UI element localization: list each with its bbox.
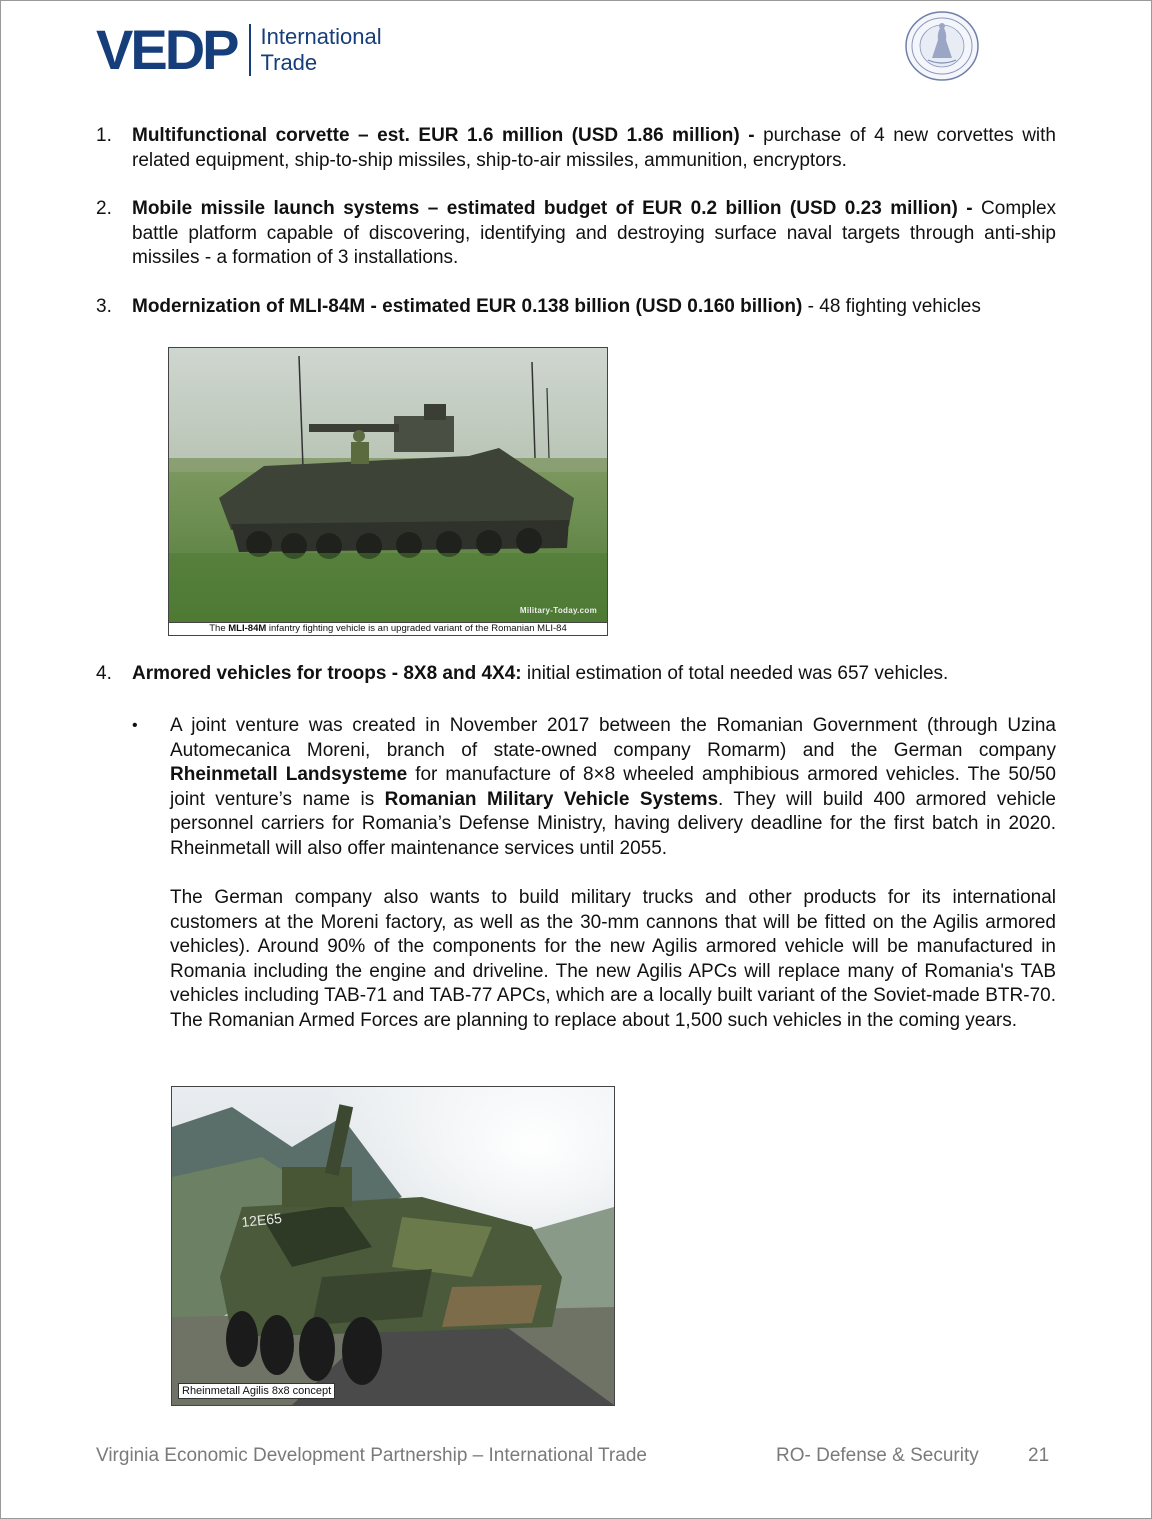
item-heading: Modernization of MLI-84M - estimated EUR 0.138 billion (USD 0.160 billion) bbox=[132, 295, 803, 317]
footer-section: RO- Defense & Security bbox=[776, 1445, 979, 1466]
bullet-text-2: for manufacture of 8×8 wheeled amphibious armored vehicles. The 50/50 joint venture’s name is bbox=[170, 764, 1056, 810]
item-text bbox=[132, 295, 1056, 320]
page-footer bbox=[96, 1445, 1056, 1471]
item-text bbox=[132, 124, 1056, 173]
numbered-list bbox=[96, 124, 1056, 344]
mli-84m-figure bbox=[168, 347, 608, 636]
logo-mark: VEDP bbox=[96, 18, 237, 81]
item-body: initial estimation of total needed was 657 vehicles. bbox=[521, 663, 949, 684]
agilis-photo bbox=[172, 1087, 614, 1405]
bullet-text-3: . They will build 400 armored vehicle personnel carriers for Romania’s Defense Ministry, having delivery deadline for the first batch in 2020. Rheinmetall will also offer maintenance services until 2055. bbox=[170, 788, 1056, 859]
bullet-text-1: A joint venture was created in November 2017 between the Romanian Government (through Uzina Automecanica Moreni, branch of state-owned company Romarm) and the German company bbox=[170, 715, 1056, 761]
caption-post: infantry fighting vehicle is an upgraded variant of the Romanian MLI-84 bbox=[266, 623, 567, 634]
bullet-list bbox=[132, 714, 1056, 862]
mli-84m-photo bbox=[169, 348, 607, 622]
figure-caption bbox=[169, 622, 607, 635]
list-item bbox=[96, 124, 1056, 173]
logo-subtitle bbox=[261, 24, 382, 76]
logo-line-1: International bbox=[260, 24, 382, 49]
paragraph: The German company also wants to build military trucks and other products for its international customers at the Moreni factory, as well as the 30-mm cannons that will be fitted on the Agilis armored vehicles). Around 90% of the components for the new Agilis armored vehicle will be manufactured in Romania including the engine and driveline. The new Agilis APCs will replace many of Romania's TAB vehicles including TAB-71 and TAB-77 APCs, which are a locally built variant of the Soviet-made BTR-70. The Romanian Armed Forces are planning to replace about 1,500 such vehicles in the coming years. bbox=[170, 887, 1056, 1031]
bullet-text bbox=[170, 714, 1056, 862]
footer-organization: Virginia Economic Development Partnership – International Trade bbox=[96, 1445, 647, 1466]
logo-divider bbox=[249, 24, 251, 76]
logo-line-2: Trade bbox=[260, 50, 318, 75]
item-heading: Armored vehicles for troops - 8X8 and 4X4: bbox=[132, 663, 522, 684]
agilis-figure bbox=[171, 1086, 615, 1406]
item-body: purchase of 4 new corvettes with related equipment, ship-to-ship missiles, ship-to-air missiles, ammunition, encryptors. bbox=[132, 125, 1056, 171]
vedp-logo bbox=[96, 18, 382, 81]
bullet-item bbox=[132, 714, 1056, 862]
page-number: 21 bbox=[1028, 1445, 1050, 1466]
item-number: 3. bbox=[96, 295, 112, 317]
item-heading: Multifunctional corvette – est. EUR 1.6 million (USD 1.86 million) - bbox=[132, 125, 755, 146]
item-number: 1. bbox=[96, 125, 112, 146]
item-body: Complex battle platform capable of discovering, identifying and destroying surface naval targets through anti-ship missiles - a formation of 3 installations. bbox=[132, 198, 1057, 269]
hull-number: 12E65 bbox=[240, 1209, 283, 1230]
figure-caption: Rheinmetall Agilis 8x8 concept bbox=[178, 1383, 335, 1399]
caption-bold: MLI-84M bbox=[228, 623, 267, 634]
bullet-icon: • bbox=[132, 717, 138, 734]
list-item bbox=[96, 197, 1056, 271]
bullet-bold-1: Rheinmetall Landsysteme bbox=[170, 764, 408, 786]
virginia-state-seal-icon bbox=[904, 10, 980, 82]
item-body: - 48 fighting vehicles bbox=[802, 295, 981, 317]
item-heading: Mobile missile launch systems – estimated budget of EUR 0.2 billion (USD 0.23 million) - bbox=[132, 198, 973, 220]
item-text bbox=[132, 662, 1056, 687]
list-item-4 bbox=[96, 662, 1056, 687]
photo-watermark: Military-Today.com bbox=[519, 606, 597, 615]
list-item bbox=[96, 662, 1056, 711]
item-number: 2. bbox=[96, 198, 112, 220]
list-item bbox=[96, 295, 1056, 320]
item-text bbox=[132, 197, 1056, 271]
item-number: 4. bbox=[96, 663, 112, 684]
caption-pre: The bbox=[209, 623, 229, 634]
bullet-bold-2: Romanian Military Vehicle Systems bbox=[384, 788, 719, 810]
